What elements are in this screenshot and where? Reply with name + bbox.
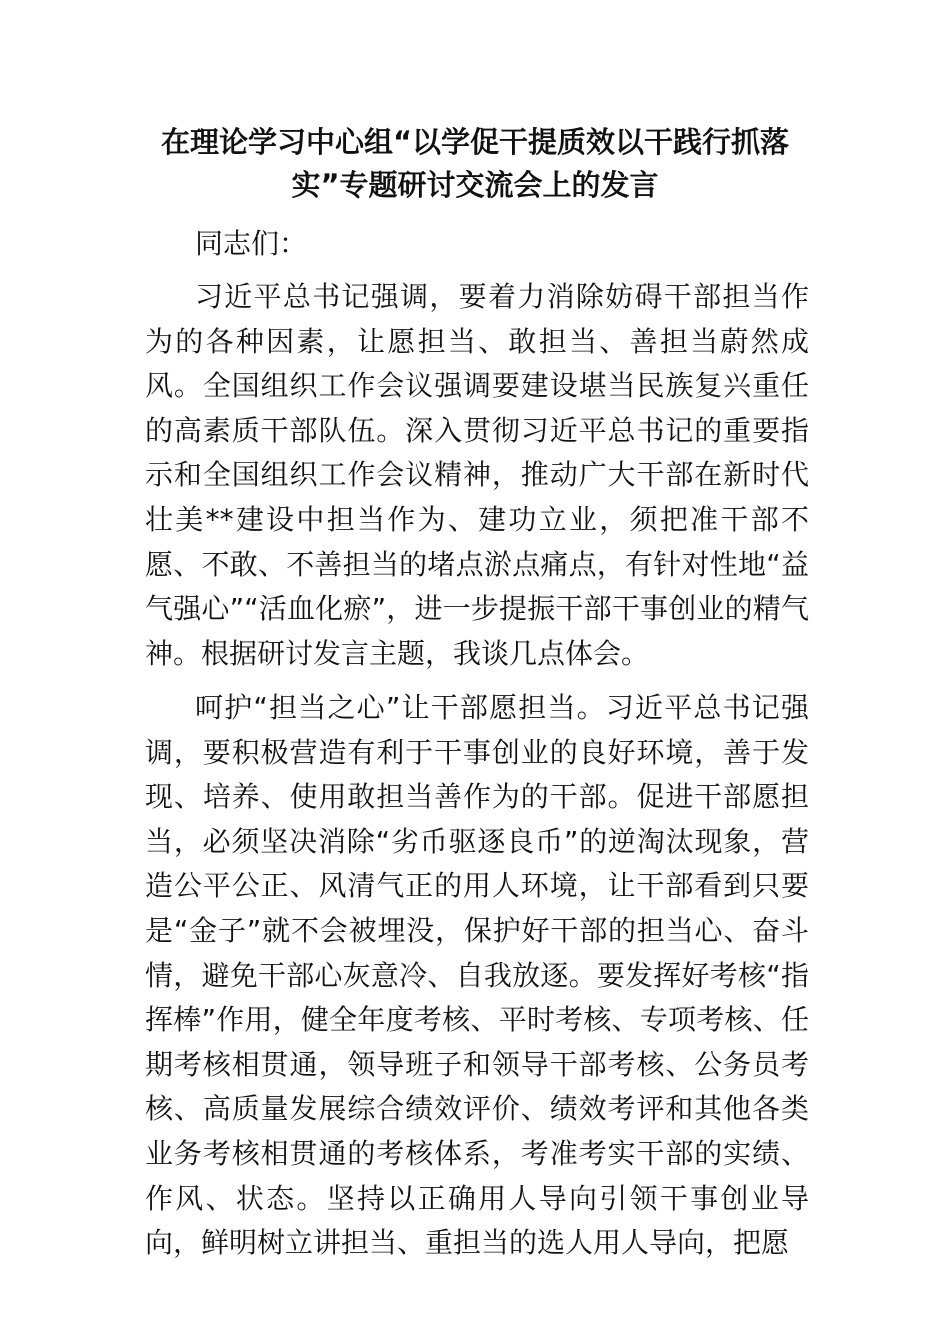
body-paragraph-1: 习近平总书记强调，要着力消除妨碍干部担当作为的各种因素，让愿担当、敢担当、善担当蔚然成风。全国组织工作会议强调要建设堪当民族复兴重任的高素质干部队伍。深入贯彻习近平总书记的重要指示和全国组织工作会议精神，推动广大干部在新时代壮美**建设中担当作为、建功立业，须把准干部不愿、不敢、不善担当的堵点淤点痛点，有针对性地“益气强心”“活血化瘀”，进一步提振干部干事创业的精气神。根据研讨发言主题，我谈几点体会。 (145, 280, 809, 670)
body-paragraph-2: 呵护“担当之心”让干部愿担当。习近平总书记强调，要积极营造有利于干事创业的良好环境，善于发现、培养、使用敢担当善作为的干部。促进干部愿担当，必须坚决消除“劣币驱逐良币”的逆淘汰现象，营造公平公正、风清气正的用人环境，让干部看到只要是“金子”就不会被埋没，保护好干部的担当心、奋斗情，避免干部心灰意冷、自我放逐。要发挥好考核“指挥棒”作用，健全年度考核、平时考核、专项考核、任期考核相贯通，领导班子和领导干部考核、公务员考核、高质量发展综合绩效评价、绩效考评和其他各类业务考核相贯通的考核体系，考准考实干部的实绩、作风、状态。坚持以正确用人导向引领干事创业导向，鲜明树立讲担当、重担当的选人用人导向，把愿 (145, 691, 809, 1260)
document-title: 在理论学习中心组“以学促干提质效以干践行抓落实”专题研讨交流会上的发言 (160, 125, 790, 202)
salutation: 同志们： (195, 227, 308, 260)
